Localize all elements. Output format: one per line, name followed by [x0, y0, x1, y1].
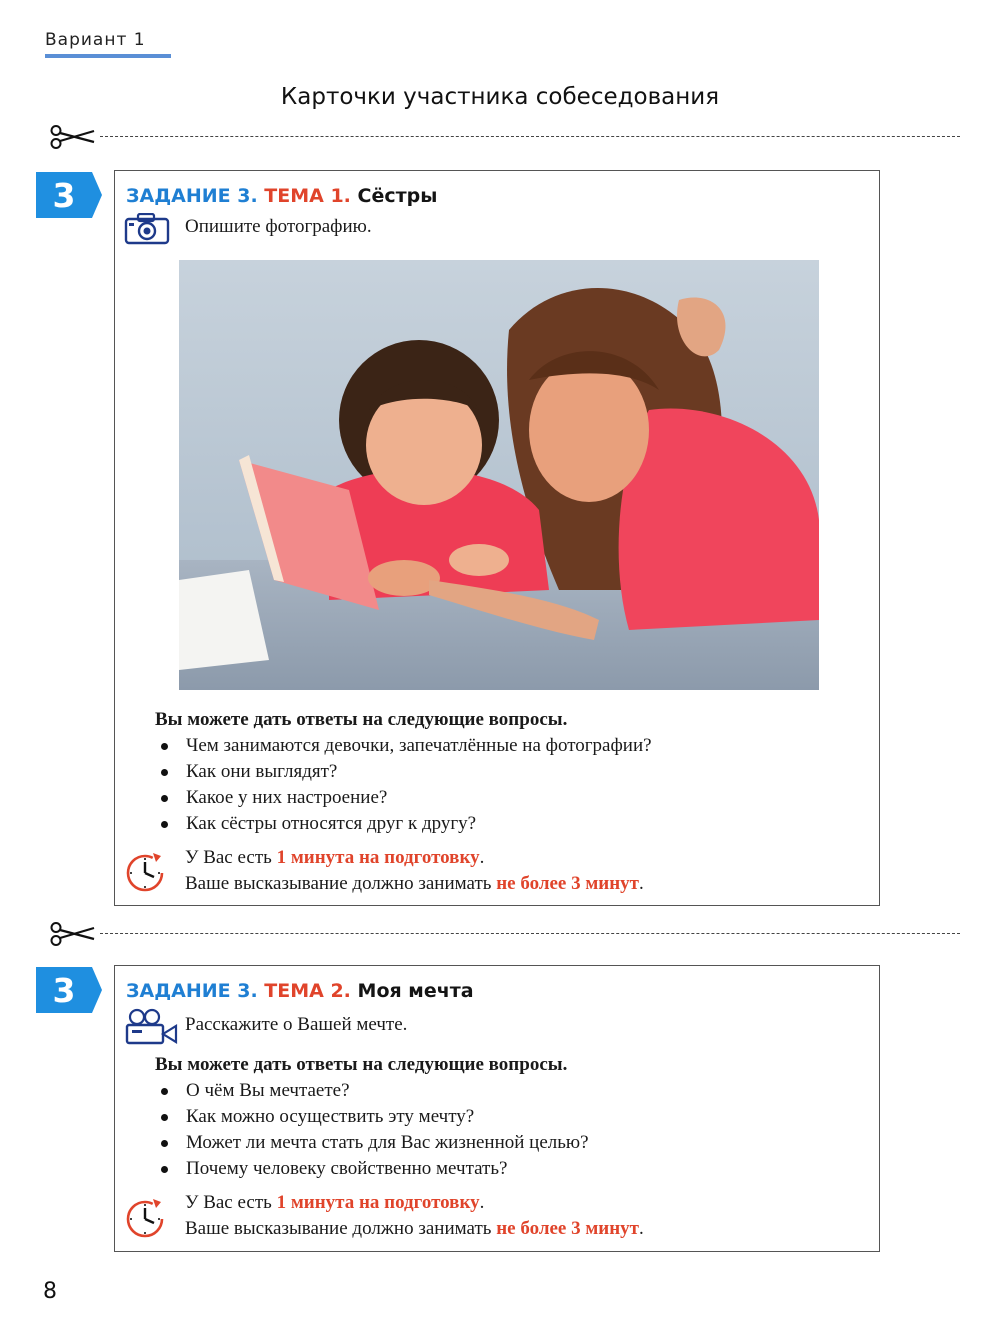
- answer-time-highlight: не более 3 минут: [496, 1218, 640, 1239]
- answer-time-prefix: Ваше высказывание должно занимать: [185, 873, 497, 894]
- instruction-text: Расскажите о Вашей мечте.: [185, 1014, 408, 1035]
- topic-name: Моя мечта: [357, 980, 474, 1002]
- prep-time-highlight: 1 минута на подготовку: [276, 1192, 480, 1213]
- questions-list: [157, 1078, 589, 1182]
- cut-line: [48, 127, 960, 147]
- list-item: Какое у них настроение?: [157, 785, 652, 811]
- photo-sisters-reading: [179, 260, 819, 690]
- task-number-badge: [36, 172, 102, 218]
- list-item: Может ли мечта стать для Вас жизненной целью?: [157, 1130, 589, 1156]
- list-item: Почему человеку свойственно мечтать?: [157, 1156, 589, 1182]
- task-number: 3: [52, 971, 76, 1010]
- page-number: 8: [43, 1279, 57, 1304]
- prep-time-suffix: .: [479, 1192, 485, 1213]
- task-card-topic-1: [114, 170, 880, 906]
- answer-time-highlight: не более 3 минут: [496, 873, 640, 894]
- timer-icon: [123, 1196, 167, 1240]
- scissors-icon: [48, 922, 96, 946]
- prep-time-highlight: 1 минута на подготовку: [276, 847, 480, 868]
- list-item: О чём Вы мечтаете?: [157, 1078, 589, 1104]
- variant-label: Вариант 1: [45, 30, 146, 50]
- task-number: 3: [52, 176, 76, 215]
- variant-underline: [45, 54, 171, 58]
- photo-image: [179, 260, 819, 690]
- task-card-topic-2: [114, 965, 880, 1252]
- answer-time-text: [185, 1218, 644, 1240]
- page-title: Карточки участника собеседования: [280, 84, 720, 110]
- answer-time-prefix: Ваше высказывание должно занимать: [185, 1218, 497, 1239]
- topic-label: ТЕМА 1.: [264, 185, 351, 207]
- camera-icon: [124, 213, 170, 245]
- answer-time-suffix: .: [639, 873, 644, 894]
- task-label: ЗАДАНИЕ 3.: [126, 980, 258, 1002]
- timer-icon: [123, 850, 167, 894]
- list-item: Как они выглядят?: [157, 759, 652, 785]
- topic-label: ТЕМА 2.: [264, 980, 351, 1002]
- prep-time-prefix: У Вас есть: [185, 1192, 277, 1213]
- answer-time-suffix: .: [639, 1218, 644, 1239]
- video-camera-icon: [124, 1007, 180, 1047]
- scissors-icon: [48, 125, 96, 149]
- cut-line: [48, 924, 960, 944]
- card-heading: [126, 980, 474, 1002]
- questions-title: Вы можете дать ответы на следующие вопросы.: [155, 709, 568, 730]
- prep-time-text: [185, 847, 484, 869]
- task-number-badge: [36, 967, 102, 1013]
- questions-title: Вы можете дать ответы на следующие вопросы.: [155, 1054, 568, 1075]
- list-item: Как можно осуществить эту мечту?: [157, 1104, 589, 1130]
- list-item: Чем занимаются девочки, запечатлённые на фотографии?: [157, 733, 652, 759]
- topic-name: Сёстры: [357, 185, 438, 207]
- instruction-text: Опишите фотографию.: [185, 216, 372, 237]
- prep-time-prefix: У Вас есть: [185, 847, 277, 868]
- card-heading: [126, 185, 437, 207]
- prep-time-suffix: .: [479, 847, 485, 868]
- questions-list: [157, 733, 652, 837]
- answer-time-text: [185, 873, 644, 895]
- task-label: ЗАДАНИЕ 3.: [126, 185, 258, 207]
- list-item: Как сёстры относятся друг к другу?: [157, 811, 652, 837]
- prep-time-text: [185, 1192, 484, 1214]
